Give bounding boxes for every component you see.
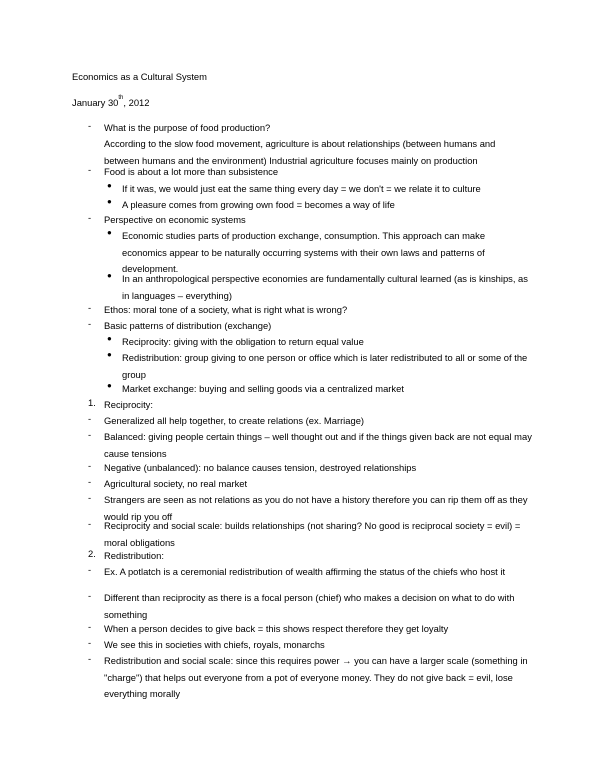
list-item-text: Agricultural society, no real market	[104, 478, 248, 489]
bullet-icon: ●	[107, 181, 112, 190]
list-item-text: Perspective on economic systems	[104, 214, 246, 225]
dash-marker: -	[88, 429, 92, 440]
bullet-icon: ●	[107, 381, 112, 390]
list-item-text: Ethos: moral tone of a society, what is right what is wrong?	[104, 304, 348, 315]
list-item-text: Reciprocity: giving with the obligation to return equal value	[122, 336, 364, 347]
dash-marker: -	[88, 212, 92, 223]
list-item-text: We see this in societies with chiefs, royals, monarchs	[104, 639, 325, 650]
bullet-icon: ●	[107, 350, 112, 359]
date-superscript: th	[118, 95, 124, 101]
bullet-icon: ●	[107, 271, 112, 280]
list-item-text: Market exchange: buying and selling goods via a centralized market	[122, 383, 404, 394]
list-item-text: When a person decides to give back = this shows respect therefore they get loyalty	[104, 623, 449, 634]
list-item-text: If it was, we would just eat the same thing every day = we don't = we relate it to culture	[122, 183, 481, 194]
list-item-text: Redistribution and social scale: since this requires power → you can have a larger scale (something in "charge") that helps out everyone from a pot of everyone money. They do not give back = evil, lose everything morally	[104, 655, 528, 699]
dash-marker: -	[88, 460, 92, 471]
list-item-text: Economic studies parts of production exchange, consumption. This approach can make economics appear to be naturally occurring systems with their own laws and patterns of development.	[122, 230, 486, 274]
list-item-text: Strangers are seen as not relations as you do not have a history therefore you can rip them off as they would rip you off	[104, 494, 528, 522]
dash-marker: -	[88, 492, 92, 503]
date-suffix: , 2012	[123, 97, 150, 108]
dash-marker: -	[88, 413, 92, 424]
bullet-icon: ●	[107, 228, 112, 237]
dash-marker: -	[88, 164, 92, 175]
dash-marker: -	[88, 302, 92, 313]
dash-marker: -	[88, 637, 92, 648]
dash-marker: -	[88, 120, 92, 131]
dash-marker: -	[88, 653, 92, 664]
list-item-text: What is the purpose of food production?	[104, 122, 271, 133]
document-title: Economics as a Cultural System	[72, 71, 207, 82]
list-item-text: Balanced: giving people certain things – well thought out and if the things given back are not equal may cause tensions	[104, 431, 532, 459]
list-item-text: Redistribution:	[104, 550, 164, 561]
dash-marker: -	[88, 621, 92, 632]
list-item-text: Different than reciprocity as there is a focal person (chief) who makes a decision on what to do with something	[104, 592, 515, 620]
dash-marker: -	[88, 590, 92, 601]
dash-marker: -	[88, 518, 92, 529]
dash-marker: -	[88, 476, 92, 487]
list-item-text: According to the slow food movement, agriculture is about relationships (between humans and between humans and the environment) Industrial agriculture focuses mainly on production	[104, 138, 496, 166]
list-item-text: Basic patterns of distribution (exchange)	[104, 320, 272, 331]
list-item-text: Ex. A potlatch is a ceremonial redistribution of wealth affirming the status of the chiefs who host it	[104, 566, 506, 577]
bullet-icon: ●	[107, 334, 112, 343]
list-item-text: Generalized all help together, to create relations (ex. Marriage)	[104, 415, 365, 426]
dash-marker: -	[88, 564, 92, 575]
bullet-icon: ●	[107, 197, 112, 206]
list-item-text: Negative (unbalanced): no balance causes tension, destroyed relationships	[104, 462, 417, 473]
number-marker: 2.	[88, 548, 96, 559]
list-item-text: Food is about a lot more than subsistence	[104, 166, 279, 177]
list-item-text: Reciprocity and social scale: builds relationships (not sharing? No good is reciprocal society = evil) = moral obligations	[104, 520, 521, 548]
list-item-text: A pleasure comes from growing own food = becomes a way of life	[122, 199, 395, 210]
number-marker: 1.	[88, 397, 96, 408]
list-item-text: In an anthropological perspective economies are fundamentally cultural learned (as is kinships, as in languages – everything)	[122, 273, 528, 301]
document-date	[72, 97, 149, 108]
list-item-text: Redistribution: group giving to one person or office which is later redistributed to all or some of the group	[122, 352, 528, 380]
dash-marker: -	[88, 318, 92, 329]
list-item-text: Reciprocity:	[104, 399, 153, 410]
date-prefix: January 30	[72, 97, 119, 108]
